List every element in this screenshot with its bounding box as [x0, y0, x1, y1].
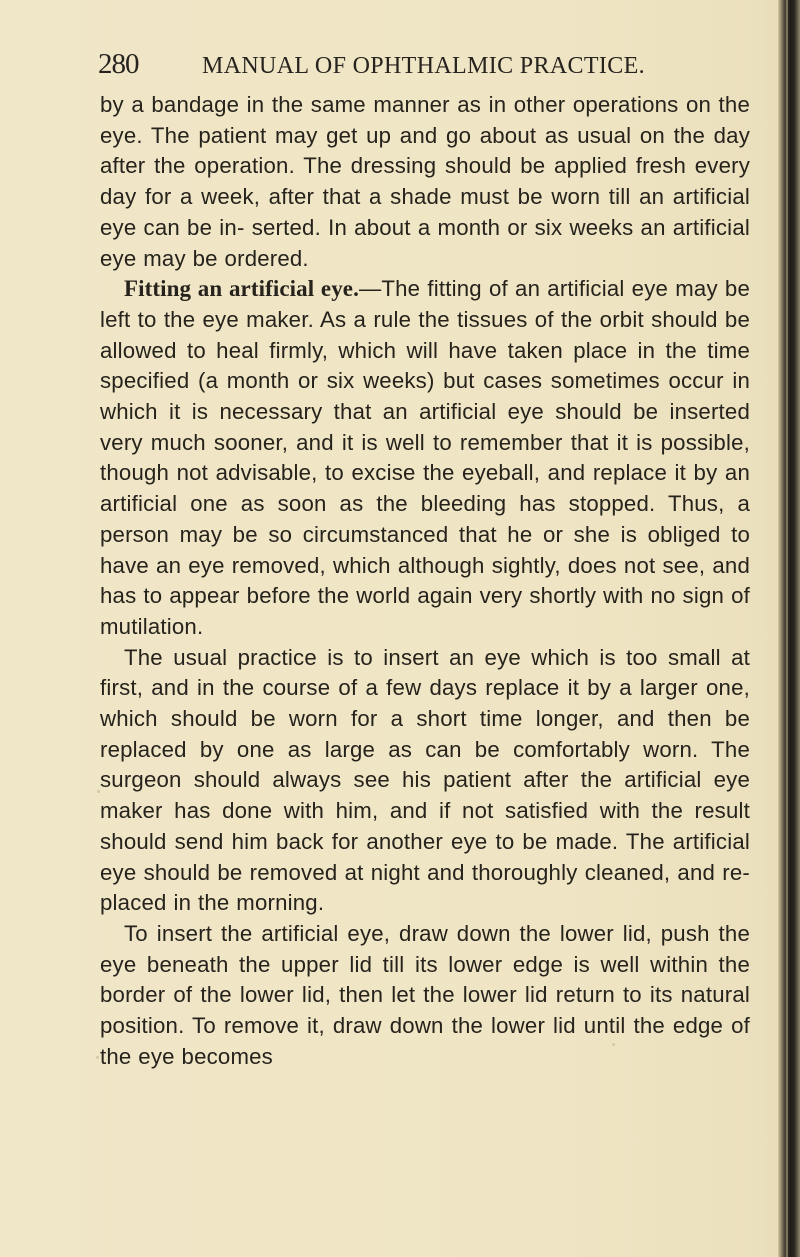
running-head: [98, 48, 748, 88]
paragraph-fitting: [100, 274, 750, 642]
paragraph-dressing: by a bandage in the same manner as in other operations on the eye. The patient may get up and go about as usual on the day after the operation. The dressing should be applied fresh every day for a week, after that a shade must be worn till an artificial eye can be in- serted. In about a month or six weeks an artificial eye may be ordered.: [100, 92, 750, 271]
paragraph-usual-practice: The usual practice is to insert an eye which is too small at first, and in the course of a few days replace it by a larger one, which should be worn for a short time longer, and then be replaced by one as large as can be comfortably worn. The surgeon should always see his patient after the artificial eye maker has done with him, and if not satisfied with the result should send him back for another eye to be made. The artificial eye should be removed at night and thoroughly cleaned, and re- placed in the morning.: [100, 644, 750, 916]
paper-speck: [96, 1056, 99, 1059]
paper-speck: [612, 1043, 615, 1046]
paragraph-fitting-text: —The fitting of an artificial eye may be left to the eye maker. As a rule the tissues of the orbit should be allowed to heal firmly, which will have taken place in the time specified (a month or six weeks) but cases sometimes occur in which it is necessary that an artificial eye should be inserted very much sooner, and it is well to remember that it is possible, though not advisable, to excise the eyeball, and replace it by an artificial one as soon as the bleeding has stopped. Thus, a person may be so circumstanced that he or she is obliged to have an eye removed, which although sightly, does not see, and has to appear before the world again very shortly with no sign of mutilation.: [100, 276, 750, 639]
page-number: 280: [98, 48, 139, 80]
body-text: [100, 90, 750, 1073]
page-binding-edge: [778, 0, 800, 1257]
running-title: MANUAL OF OPHTHALMIC PRACTICE.: [202, 53, 645, 79]
binding-highlight: [786, 0, 788, 1257]
paragraph-insert: To insert the artificial eye, draw down the lower lid, push the eye beneath the upper lid till its lower edge is well within the border of the lower lid, then let the lower lid return to its natural position. To remove it, draw down the lower lid until the edge of the eye becomes: [100, 920, 750, 1069]
section-heading: Fitting an artificial eye.: [124, 276, 359, 302]
paper-speck: [97, 790, 100, 793]
